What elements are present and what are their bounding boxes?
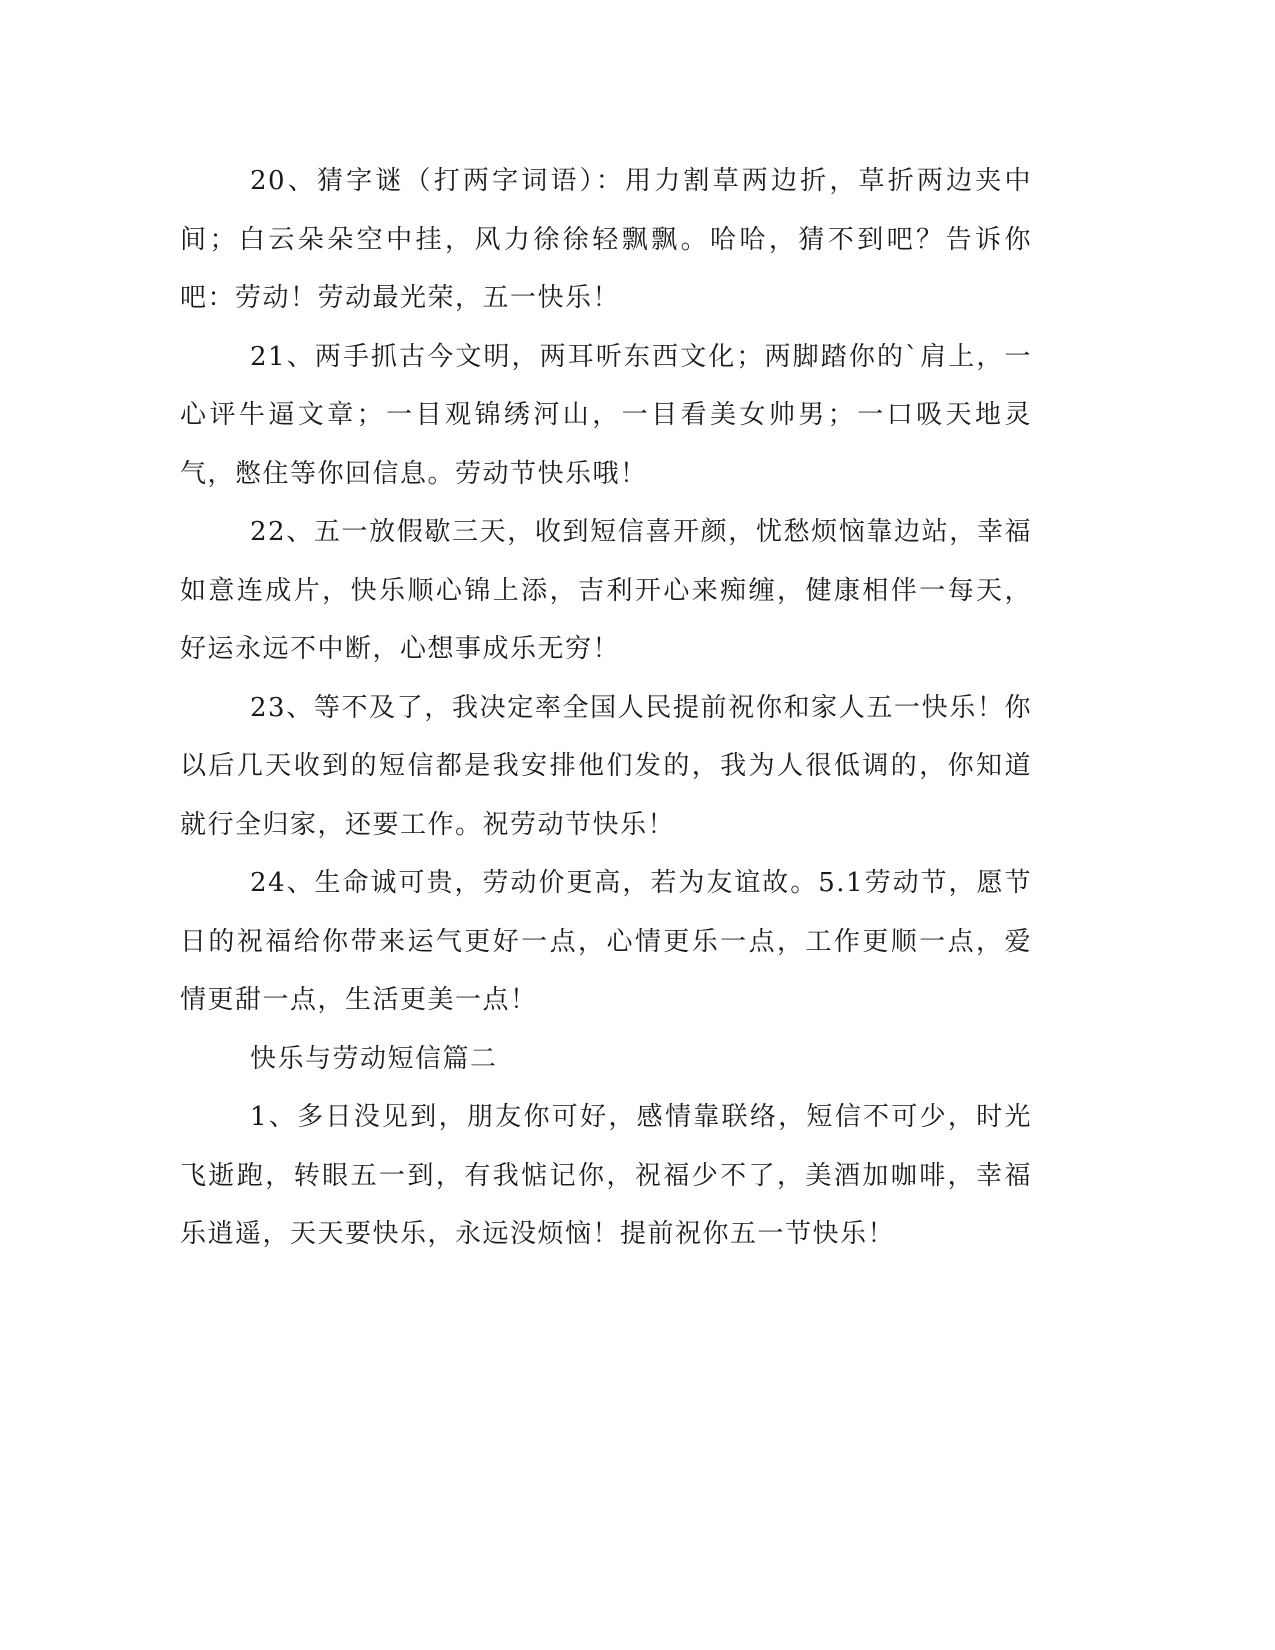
paragraph-20: 20、猜字谜（打两字词语）：用力割草两边折，草折两边夹中间；白云朵朵空中挂，风力徐徐轻飘飘。哈哈，猜不到吧？告诉你吧：劳动！劳动最光荣，五一快乐！ [180,166,1032,313]
section-heading: 快乐与劳动短信篇二 [250,1043,498,1074]
paragraph-21: 21、两手抓古今文明，两耳听东西文化；两脚踏你的`肩上，一心评牛逼文章；一目观锦绣河山，一目看美女帅男；一口吸天地灵气，憋住等你回信息。劳动节快乐哦！ [180,341,1032,489]
paragraph-23: 23、等不及了，我决定率全国人民提前祝你和家人五一快乐！你以后几天收到的短信都是我安排他们发的，我为人很低调的，你知道就行全归家，还要工作。祝劳动节快乐！ [180,692,1032,840]
document-body [180,152,1032,1264]
section-paragraph-1: 1、多日没见到，朋友你可好，感情靠联络，短信不可少，时光飞逝跑，转眼五一到，有我惦记你，祝福少不了，美酒加咖啡，幸福乐逍遥，天天要快乐，永远没烦恼！提前祝你五一节快乐！ [180,1102,1032,1249]
paragraph-22: 22、五一放假歇三天，收到短信喜开颜，忧愁烦恼靠边站，幸福如意连成片，快乐顺心锦上添，吉利开心来痴缠，健康相伴一每天，好运永远不中断，心想事成乐无穷！ [180,517,1032,664]
paragraph-24: 24、生命诚可贵，劳动价更高，若为友谊故。5.1劳动节，愿节日的祝福给你带来运气更好一点，心情更乐一点，工作更顺一点，爱情更甜一点，生活更美一点！ [180,868,1032,1015]
